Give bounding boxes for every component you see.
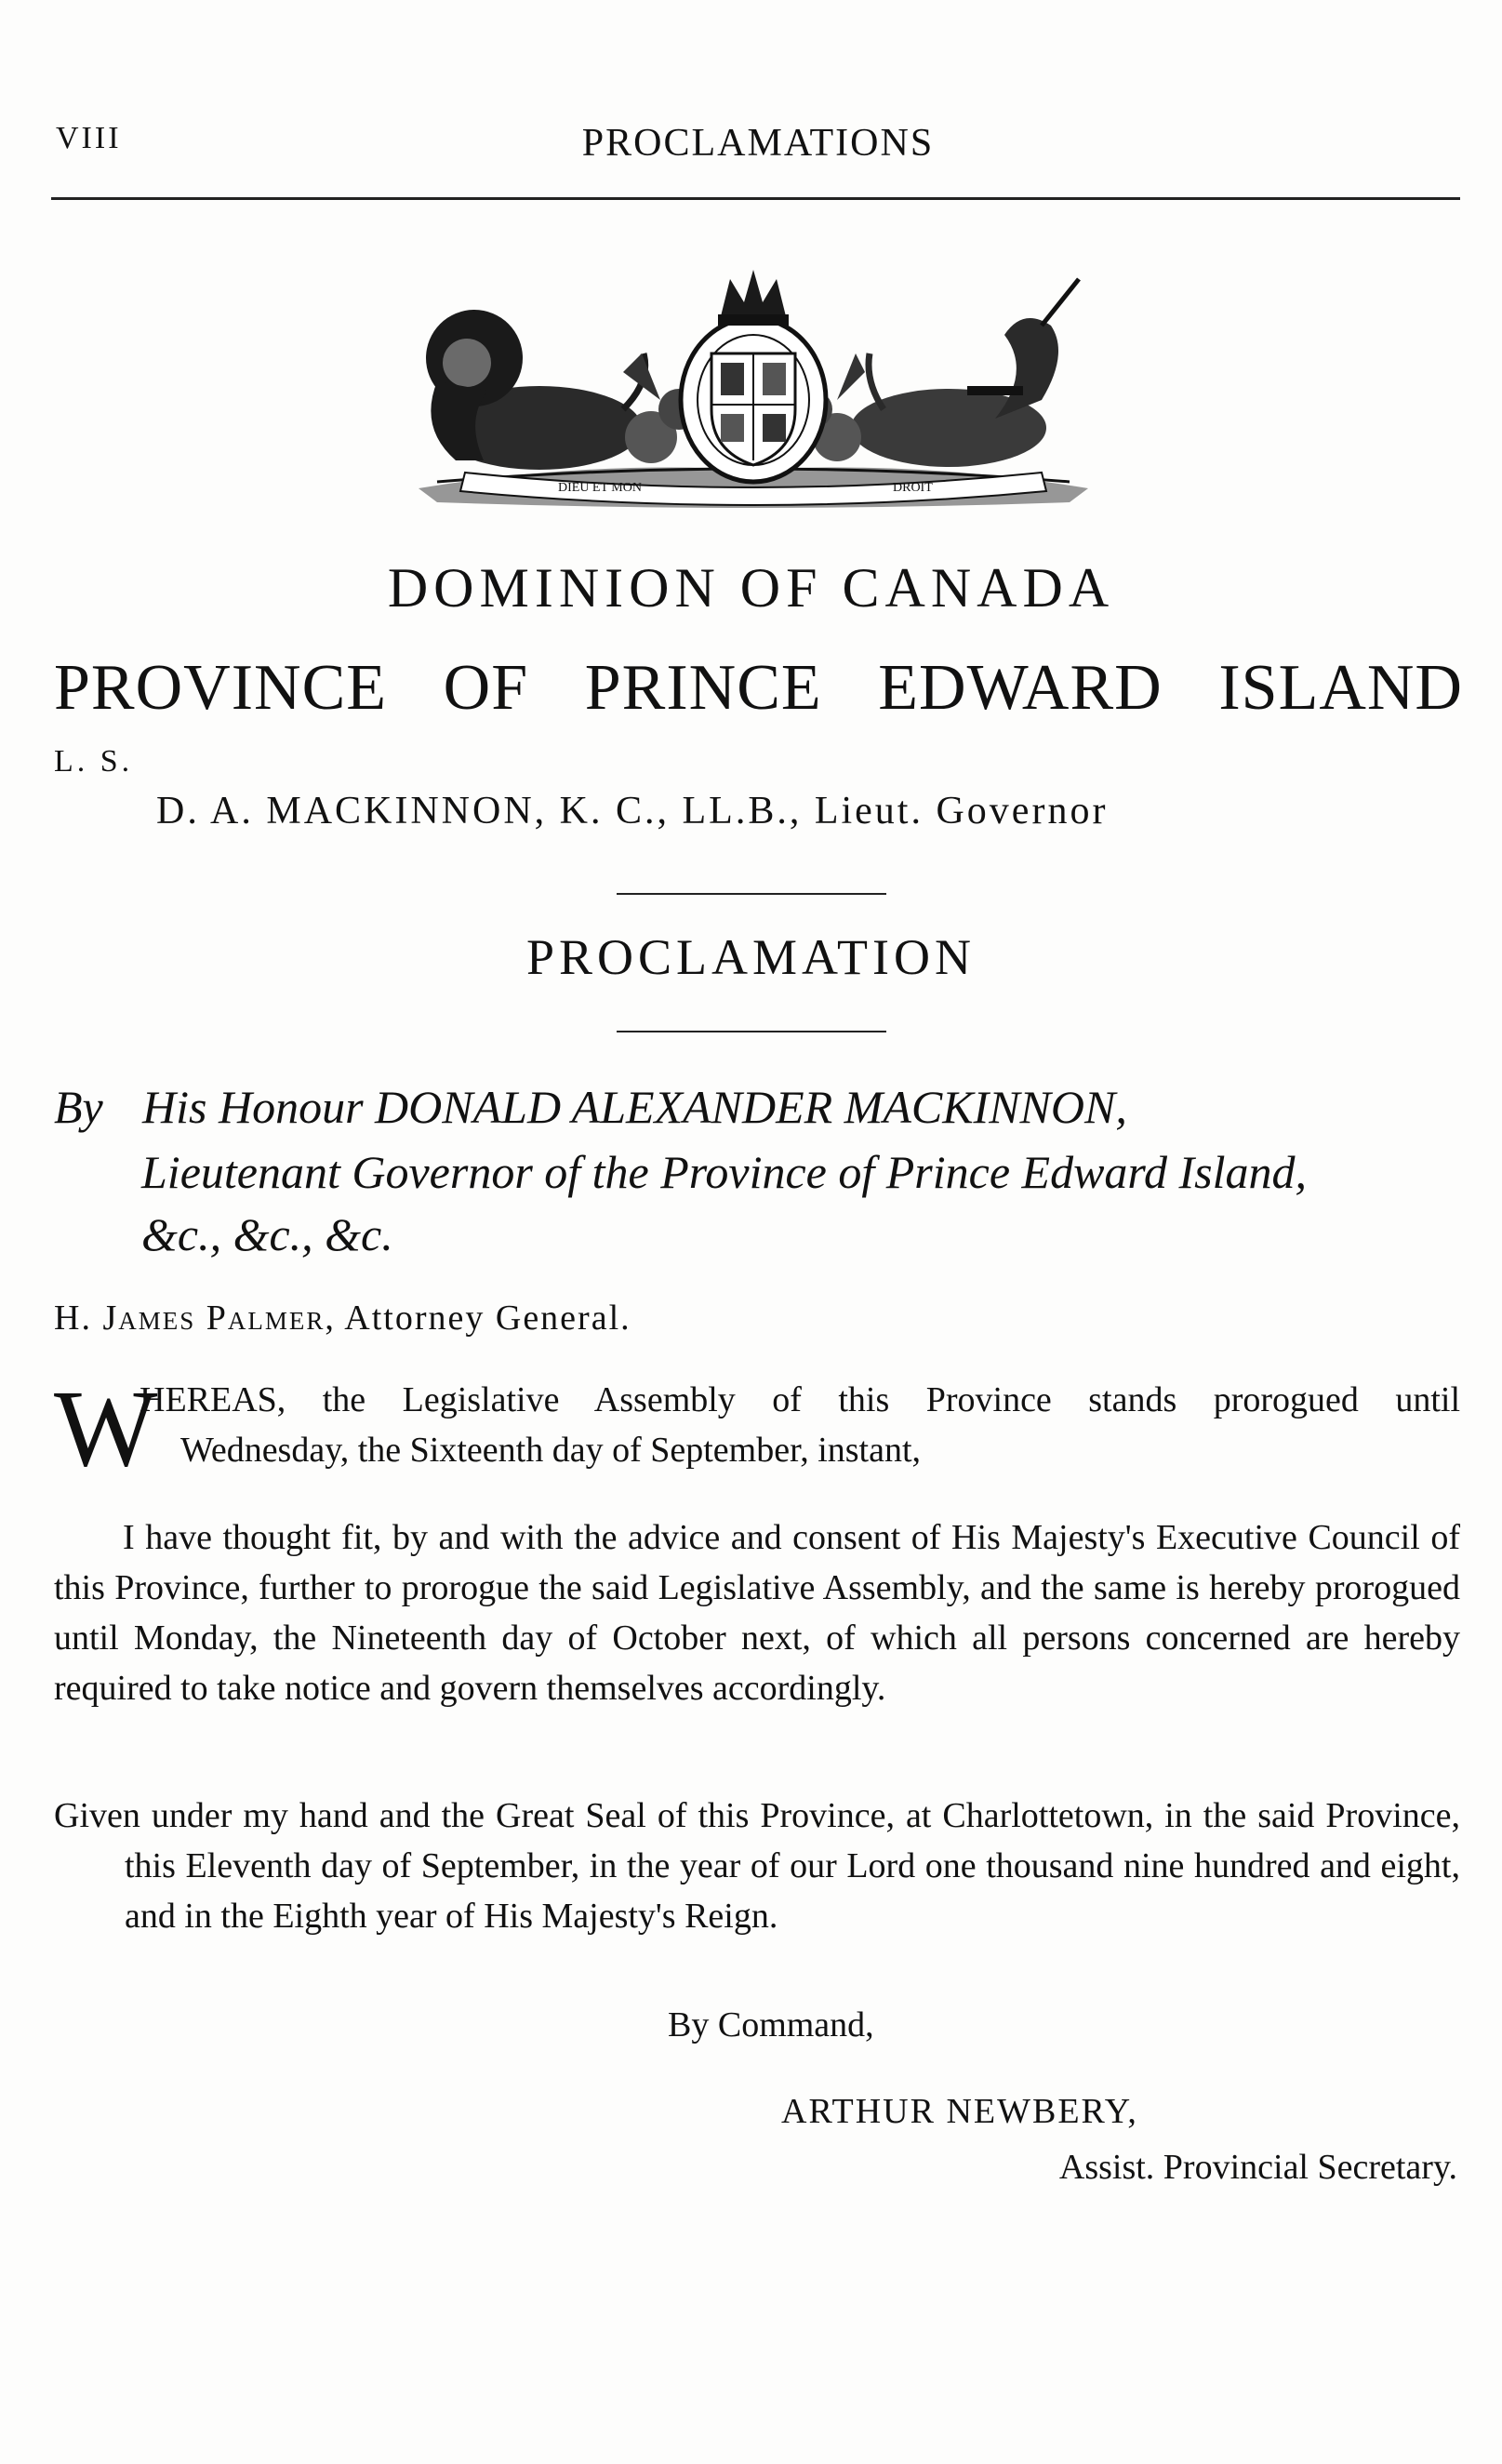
attorney-initial: H. <box>54 1299 92 1338</box>
running-title: PROCLAMATIONS <box>581 122 935 165</box>
drop-cap: W <box>54 1367 158 1489</box>
crown-icon <box>718 270 789 326</box>
running-header <box>56 121 1460 177</box>
royal-coat-of-arms-icon <box>400 270 1107 512</box>
divider-rule <box>617 1031 886 1032</box>
province-word: EDWARD <box>878 652 1163 724</box>
body-paragraph: I have thought fit, by and with the advice and consent of His Majesty's Executive Council of this Province, further to prorogue the said Legislative Assembly, and the same is hereby prorogued until Monday, the Nineteenth day of October next, of which all persons concerned are hereby required to take notice and govern themselves accordingly. <box>54 1518 1460 1708</box>
governor-line: D. A. MACKINNON, K. C., LL.B., Lieut. Governor <box>156 790 1109 832</box>
signer-name: ARTHUR NEWBERY, <box>781 2092 1138 2131</box>
motto-left: DIEU ET MON <box>558 481 642 495</box>
proclamation-title: PROCLAMATION <box>525 929 977 985</box>
attorney-title: Attorney General. <box>344 1299 631 1338</box>
etc-line: &c., &c., &c. <box>141 1208 393 1260</box>
by-command: By Command, <box>668 2005 874 2044</box>
province-word: PRINCE <box>584 652 822 724</box>
authority-line <box>54 1074 1463 1139</box>
whereas-line-2: Wednesday, the Sixteenth day of September, instant, <box>180 1431 922 1470</box>
motto-right: DROIT <box>893 481 933 495</box>
province-word: ISLAND <box>1218 652 1463 724</box>
lion-icon <box>426 310 645 470</box>
given-paragraph: Given under my hand and the Great Seal of this Province, at Charlottetown, in the said Province, this Eleventh day of September, in the year of our Lord one thousand nine hundred and eight, and in the Eighth year of His Majesty's Reign. <box>54 1796 1460 1936</box>
dominion-heading: DOMINION OF CANADA <box>387 557 1115 619</box>
his-honour-text: His Honour DONALD ALEXANDER MACKINNON, <box>142 1081 1127 1133</box>
whereas-word: HEREAS, <box>140 1380 286 1419</box>
province-heading <box>54 651 1463 726</box>
whereas-line-1 <box>140 1375 1460 1425</box>
province-word: OF <box>443 652 529 724</box>
unicorn-icon <box>851 279 1079 467</box>
header-rule <box>51 197 1460 200</box>
page-folio: VIII <box>56 121 122 155</box>
signer-title: Assist. Provincial Secretary. <box>1058 2148 1457 2187</box>
attorney-name: James Palmer, <box>102 1299 336 1338</box>
by-word: By <box>54 1081 103 1133</box>
lieutenant-line: Lieutenant Governor of the Province of Prince Edward Island, <box>141 1146 1308 1198</box>
attorney-line <box>54 1298 631 1339</box>
whereas-line-1-text: the Legislative Assembly of this Province stands prorogued until <box>322 1380 1461 1419</box>
province-word: PROVINCE <box>54 652 388 724</box>
seal-mark: L. S. <box>54 744 134 779</box>
divider-rule <box>617 893 886 895</box>
